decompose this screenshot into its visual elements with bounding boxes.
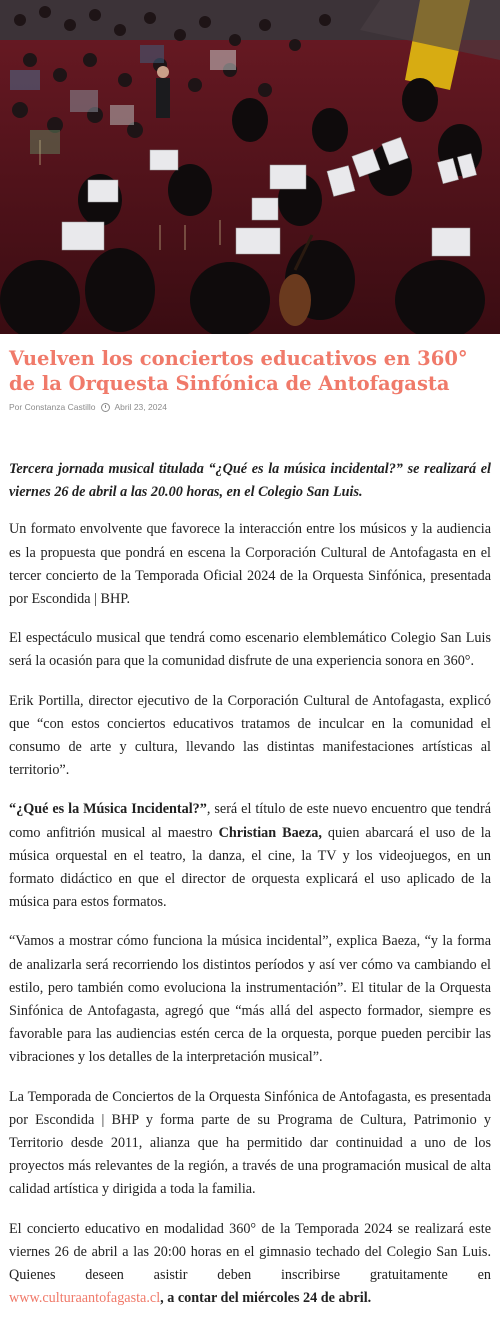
orchestra-photo-illustration bbox=[0, 0, 500, 334]
highlight-title: “¿Qué es la Música Incidental?” bbox=[9, 801, 207, 818]
article-title: Vuelven los conciertos educativos en 360° de la Orquesta Sinfónica de Antofagasta bbox=[9, 347, 468, 395]
paragraph-4 bbox=[9, 798, 491, 914]
highlight-name: Christian Baeza, bbox=[218, 824, 322, 841]
article-author[interactable]: Por Constanza Castillo bbox=[9, 402, 96, 412]
paragraph-7-bold: , a contar del miércoles 24 de abril. bbox=[160, 1290, 372, 1307]
paragraph-7 bbox=[9, 1218, 491, 1311]
paragraph-7-text: El concierto educativo en modalidad 360° de la Temporada 2024 se realizará este viernes 26 de abril a las 20:00 horas en el gimnasio techado del Colegio San Luis. Quienes deseen asistir deben inscribirse gratuitamente en bbox=[9, 1220, 491, 1284]
paragraph-3: Erik Portilla, director ejecutivo de la Corporación Cultural de Antofagasta, explicó que “con estos conciertos educativos tratamos de inculcar en la comunidad el consumo de arte y cultura, llevando las distintas manifestaciones artísticas al territorio”. bbox=[9, 692, 491, 779]
paragraph-2: El espectáculo musical que tendrá como escenario elemblemático Colegio San Luis será la ocasión para que la comunidad disfrute de una experiencia sonora en 360°. bbox=[9, 630, 491, 670]
hero-photo bbox=[0, 0, 500, 334]
paragraph-6: La Temporada de Conciertos de la Orquesta Sinfónica de Antofagasta, es presentada por Escondida | BHP y forma parte de su Programa de Cultura, Patrimonio y Territorio desde 2011, alianza que ha permitido dar continuidad a uno de los proyectos más relevantes de la región, a través de una programación musical de alta calidad artística y dirigida a toda la familia. bbox=[9, 1088, 491, 1198]
paragraph-4-text-1: , será el título de este nuevo encuentro que tendrá como anfitrión musical al maestro bbox=[9, 801, 491, 841]
paragraph-4-text-2: quien abarcará el uso de la música orquestal en el teatro, la danza, el cine, la TV y los videojuegos, en un formato didáctico en que el director de orquesta explicará el uso aplicado de la música para estos formatos. bbox=[9, 824, 491, 911]
article-lead: Tercera jornada musical titulada “¿Qué es la música incidental?” se realizará el viernes 26 de abril a las 20.00 horas, en el Colegio San Luis. bbox=[9, 461, 491, 501]
paragraph-5: “Vamos a mostrar cómo funciona la música incidental”, explica Baeza, “y la forma de analizarla será recorriendo los distintos períodos y así ver cómo va cambiando el estilo, pero también como evoluciona la instrumentación”. El titular de la Orquesta Sinfónica de Antofagasta, agregó que “más allá del aspecto formador, siempre es favorable para las audiencias estén cerca de la orquesta, porque pueden percibir las vibraciones y los detalles de la interpretación musical”. bbox=[9, 933, 491, 1066]
paragraph-1: Un formato envolvente que favorece la interacción entre los músicos y la audiencia es la propuesta que pondrá en escena la Corporación Cultural de Antofagasta en el tercer concierto de la Temporada Oficial 2024 de la Orquesta Sinfónica, presentada por Escondida | BHP. bbox=[9, 521, 491, 608]
website-link[interactable]: www.culturaantofagasta.cl bbox=[9, 1290, 161, 1307]
article-body bbox=[9, 458, 491, 1311]
article-meta bbox=[9, 402, 500, 412]
article-date: Abril 23, 2024 bbox=[114, 402, 167, 412]
clock-icon bbox=[101, 403, 110, 412]
